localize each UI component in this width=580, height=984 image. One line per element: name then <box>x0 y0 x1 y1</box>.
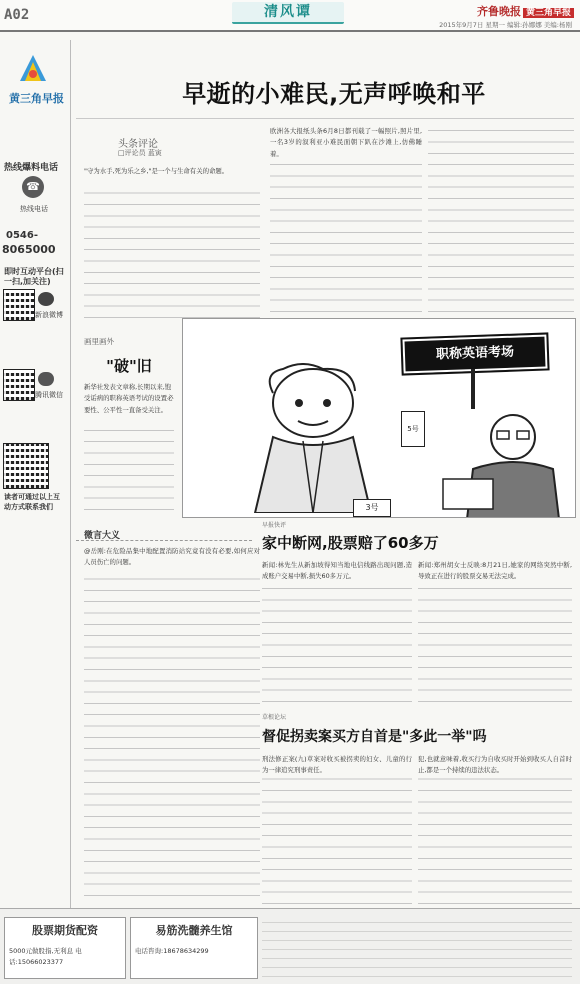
article-lead-text: "守为水手,死为乐之乡,"是一个与生命有关的命题。 <box>84 167 229 175</box>
text-block <box>418 778 572 904</box>
weixin-qr-code[interactable] <box>4 370 34 400</box>
sign-pole <box>471 369 475 409</box>
logo-icon <box>19 54 47 82</box>
story2-kicker: 早报快评 <box>262 522 287 529</box>
story2-column-b <box>418 560 572 583</box>
story3-column-a <box>262 754 412 777</box>
sidebar <box>0 40 68 900</box>
story3-column-b <box>418 754 572 777</box>
column-divider <box>70 40 71 940</box>
weixin-icon <box>38 372 54 386</box>
article-lead-column <box>84 166 260 177</box>
story3-headline: 督促拐卖案买方自首是"多此一举"吗 <box>262 729 487 745</box>
editorial-cartoon <box>182 318 576 518</box>
story3-text-a: 刑法修正案(九)草案对收买被拐卖的妇女、儿童的行为一律追究刑事责任。 <box>262 755 412 775</box>
elderly-figure-illustration <box>243 363 383 513</box>
article-kicker: 头条评论 <box>118 139 158 150</box>
page-header <box>0 0 580 32</box>
text-block <box>84 570 260 896</box>
weibo-label: 新浪微博 <box>35 311 63 319</box>
story3-text-b: 犯,也就意味着,收买行为自收买时开始到收买人自首时止,都是一个持续的违法状态。 <box>418 755 572 775</box>
hotline-number-area: 0546- <box>6 230 38 241</box>
page-number: A02 <box>4 7 30 23</box>
story2-headline: 家中断网,股票赔了60多万 <box>262 534 439 552</box>
article-byline: □评论员 蓝寅 <box>118 149 162 157</box>
seat-number-3: 3号 <box>353 499 391 517</box>
hotline-number: 8065000 <box>2 243 56 256</box>
masthead-tag: 黄三角早报 <box>523 8 574 18</box>
date-line: 2015年9月7日 星期一 编辑:孙娜娜 美编:杨刚 <box>439 21 572 29</box>
cartoon-title: "破"旧 <box>106 357 152 375</box>
logo-text: 黄三角早报 <box>9 92 64 105</box>
weibo-section-title: 微言大义 <box>84 531 121 541</box>
exam-room-sign: 职称英语考场 <box>402 334 547 373</box>
text-block <box>418 584 572 702</box>
app-qr-code[interactable] <box>4 444 48 488</box>
cartoon-description-text: 新华社发表文章称,长期以来,饱受诟病的职称英语考试的设置必要性、公平性一直备受关注。 <box>84 383 174 414</box>
weibo-section-column <box>84 546 260 569</box>
ad2-title: 易筋洗髓养生馆 <box>155 924 233 937</box>
interactive-platform: 即时互动平台(扫一扫,加关注) <box>4 267 64 286</box>
ad2-line: 电话咨询:18678634299 <box>135 947 209 955</box>
headline-rule <box>76 118 574 119</box>
weibo-qr-code[interactable] <box>4 290 34 320</box>
masthead <box>477 3 574 19</box>
article-body-text: 欧洲各大报纸头条6月8日都刊载了一幅照片,照片里,一名3岁的叙利亚小难民面朝下趴在沙滩上,仿佛睡着。 <box>270 127 422 158</box>
column-name: 清风谭 <box>232 2 344 24</box>
story2-text-a: 新闻:林先生从新加坡得知当地电信线路出现问题,造成账户交易中断,损失60多万元。 <box>262 561 412 581</box>
phone-icon: ☎ <box>22 176 44 198</box>
ad1-line: 5000元做股指,无利息 电话:15066023377 <box>9 947 82 966</box>
text-block <box>428 126 574 312</box>
ad-health-center[interactable] <box>130 917 258 979</box>
masthead-title: 齐鲁晚报 <box>476 5 521 18</box>
main-headline: 早逝的小难民,无声呼唤和平 <box>182 80 486 108</box>
article-body-column-1 <box>270 126 422 160</box>
text-block <box>84 430 174 510</box>
ad1-title: 股票期货配资 <box>32 924 98 937</box>
story2-text-b: 新闻:郑州胡女士反映:8月21日,她家的网络突然中断,导致正在进行的股票交易无法完成。 <box>418 561 572 581</box>
text-block <box>262 778 412 904</box>
text-block <box>270 160 422 312</box>
weibo-excerpt: @岳刚:在危险品集中地配置消防站究竟有没有必要,如何应对人员伤亡的问题。 <box>84 547 260 567</box>
hotline-label: 热线爆料电话 <box>4 163 59 173</box>
weixin-label: 腾讯微信 <box>35 391 63 399</box>
student-figure-illustration <box>433 409 563 518</box>
hotline-sub: 热线电话 <box>20 205 48 213</box>
cartoon-section-title: 画里画外 <box>84 337 114 346</box>
ad-stock-financing[interactable] <box>4 917 126 979</box>
weibo-icon <box>38 292 54 306</box>
story3-kicker: 草根论坛 <box>262 714 287 721</box>
seat-number-5: 5号 <box>401 411 425 447</box>
advertisement-bar <box>0 908 580 984</box>
paper-logo <box>7 48 64 128</box>
text-block <box>262 584 412 702</box>
text-block <box>84 188 260 318</box>
section-divider <box>76 540 252 541</box>
text-block <box>262 917 572 977</box>
readme-text: 读者可通过以上互动方式联系我们 <box>4 493 60 511</box>
story2-column-a <box>262 560 412 583</box>
cartoon-description <box>84 382 174 416</box>
